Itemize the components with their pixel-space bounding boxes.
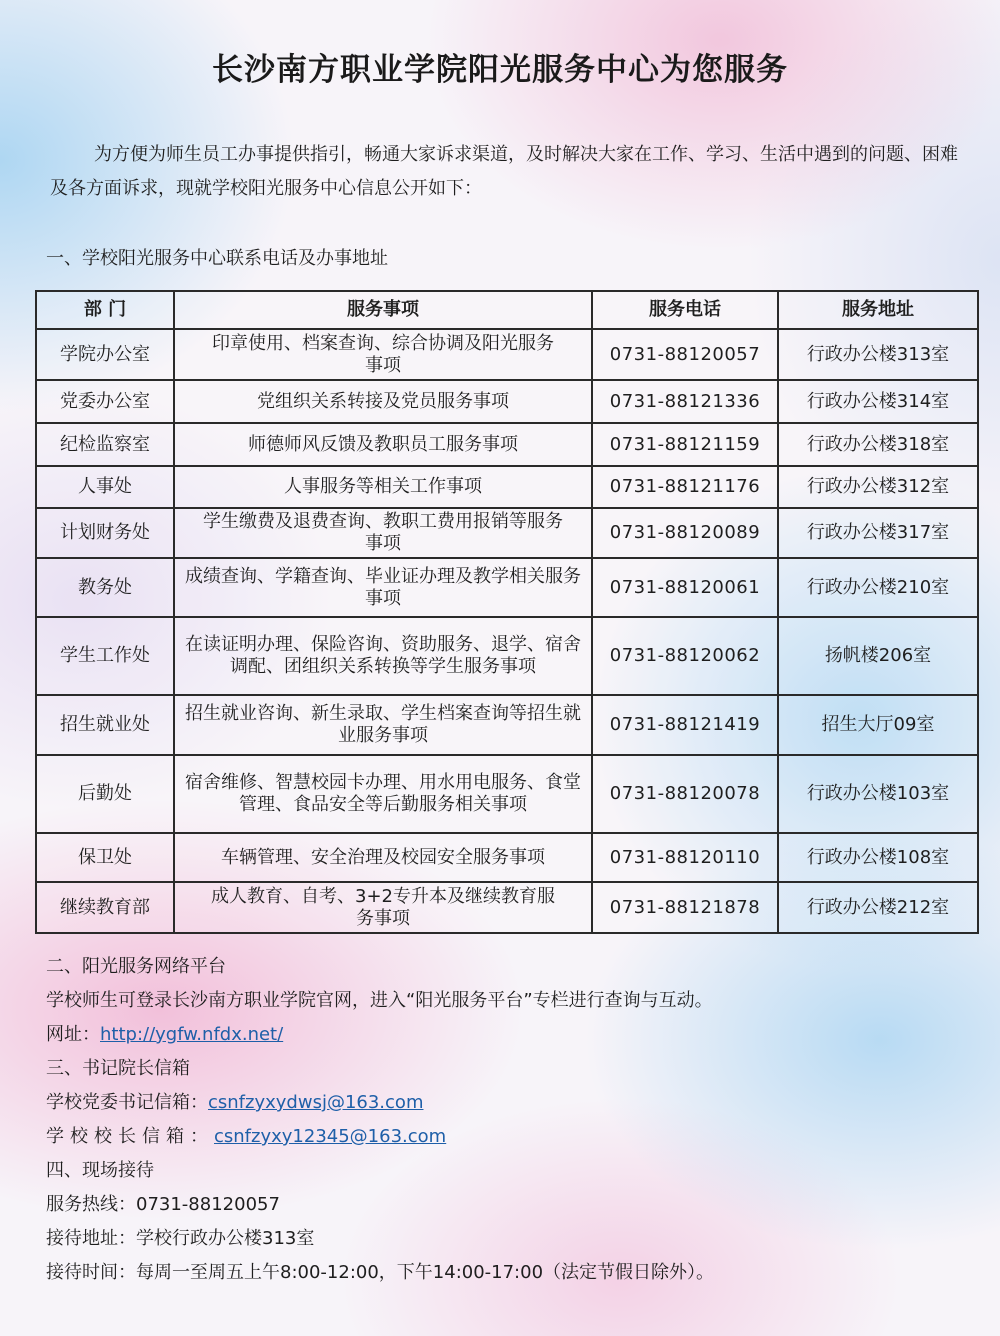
address-cell: 招生大厅09室 (778, 695, 978, 755)
address-cell: 行政办公楼210室 (778, 558, 978, 617)
address-cell: 行政办公楼314室 (778, 380, 978, 423)
table-row (36, 380, 978, 423)
address-cell: 行政办公楼318室 (778, 423, 978, 466)
president-mailbox-label: 学校校长信箱： (46, 1126, 214, 1147)
intro-paragraph: 为方便为师生员工办事提供指引，畅通大家诉求渠道，及时解决大家在工作、学习、生活中遇到的问题、困难及各方面诉求，现就学校阳光服务中心信息公开如下： (50, 144, 958, 199)
address-cell: 行政办公楼108室 (778, 833, 978, 882)
table-row (36, 423, 978, 466)
address-cell: 行政办公楼103室 (778, 755, 978, 833)
items-cell: 党组织关系转接及党员服务事项 (174, 380, 592, 423)
president-mailbox-line (46, 1120, 714, 1154)
dept-cell: 计划财务处 (36, 508, 174, 558)
secretary-email-link[interactable]: csnfzyxydwsj@163.com (208, 1092, 424, 1113)
contact-sections (46, 950, 714, 1290)
table-row (36, 329, 978, 380)
page-title: 长沙南方职业学院阳光服务中心为您服务 (212, 52, 788, 88)
section4-heading: 四、现场接待 (46, 1160, 154, 1181)
table-header-row (36, 291, 978, 329)
website-link[interactable]: http://ygfw.nfdx.net/ (100, 1024, 284, 1045)
items-cell: 成绩查询、学籍查询、毕业证办理及教学相关服务事项 (174, 558, 592, 617)
secretary-mailbox-label: 学校党委书记信箱： (46, 1092, 208, 1113)
secretary-mailbox-line (46, 1086, 714, 1120)
hotline-value: 0731-88120057 (136, 1194, 280, 1215)
website-line (46, 1018, 714, 1052)
section2-heading: 二、阳光服务网络平台 (46, 956, 226, 977)
hotline-line (46, 1188, 714, 1222)
table-row (36, 508, 978, 558)
address-cell: 行政办公楼317室 (778, 508, 978, 558)
reception-address-line (46, 1222, 714, 1256)
items-cell: 学生缴费及退费查询、教职工费用报销等服务事项 (174, 508, 592, 558)
reception-hours-value: 每周一至周五上午8:00-12:00，下午14:00-17:00（法定节假日除外）。 (136, 1262, 715, 1283)
table-row (36, 558, 978, 617)
section2-text: 学校师生可登录长沙南方职业学院官网，进入“阳光服务平台”专栏进行查询与互动。 (46, 990, 713, 1011)
items-cell: 人事服务等相关工作事项 (174, 466, 592, 508)
section3-heading: 三、书记院长信箱 (46, 1058, 190, 1079)
items-cell: 招生就业咨询、新生录取、学生档案查询等招生就业服务事项 (174, 695, 592, 755)
dept-cell: 保卫处 (36, 833, 174, 882)
reception-hours-label: 接待时间： (46, 1262, 136, 1283)
table-row (36, 755, 978, 833)
address-cell: 扬帆楼206室 (778, 617, 978, 695)
phone-cell: 0731-88120062 (592, 617, 778, 695)
dept-cell: 教务处 (36, 558, 174, 617)
phone-cell: 0731-88120061 (592, 558, 778, 617)
items-cell: 车辆管理、安全治理及校园安全服务事项 (174, 833, 592, 882)
header-address: 服务地址 (778, 291, 978, 329)
dept-cell: 学生工作处 (36, 617, 174, 695)
dept-cell: 招生就业处 (36, 695, 174, 755)
table-row (36, 882, 978, 933)
header-dept: 部 门 (36, 291, 174, 329)
table-row (36, 833, 978, 882)
phone-cell: 0731-88121878 (592, 882, 778, 933)
hotline-label: 服务热线： (46, 1194, 136, 1215)
phone-cell: 0731-88121419 (592, 695, 778, 755)
address-cell: 行政办公楼312室 (778, 466, 978, 508)
reception-address-label: 接待地址： (46, 1228, 136, 1249)
section1-heading: 一、学校阳光服务中心联系电话及办事地址 (46, 248, 388, 269)
items-cell: 在读证明办理、保险咨询、资助服务、退学、宿舍调配、团组织关系转换等学生服务事项 (174, 617, 592, 695)
reception-hours-line (46, 1256, 714, 1290)
items-cell: 宿舍维修、智慧校园卡办理、用水用电服务、食堂管理、食品安全等后勤服务相关事项 (174, 755, 592, 833)
items-cell: 印章使用、档案查询、综合协调及阳光服务事项 (174, 329, 592, 380)
phone-cell: 0731-88120078 (592, 755, 778, 833)
phone-cell: 0731-88120057 (592, 329, 778, 380)
reception-address-value: 学校行政办公楼313室 (136, 1228, 315, 1249)
dept-cell: 学院办公室 (36, 329, 174, 380)
address-cell: 行政办公楼212室 (778, 882, 978, 933)
dept-cell: 后勤处 (36, 755, 174, 833)
service-table (35, 290, 979, 934)
table-row (36, 695, 978, 755)
phone-cell: 0731-88121159 (592, 423, 778, 466)
phone-cell: 0731-88120110 (592, 833, 778, 882)
table-row (36, 466, 978, 508)
items-cell: 成人教育、自考、3+2专升本及继续教育服务事项 (174, 882, 592, 933)
table-row (36, 617, 978, 695)
header-items: 服务事项 (174, 291, 592, 329)
website-label: 网址： (46, 1024, 100, 1045)
president-email-link[interactable]: csnfzyxy12345@163.com (214, 1126, 447, 1147)
phone-cell: 0731-88121336 (592, 380, 778, 423)
header-phone: 服务电话 (592, 291, 778, 329)
phone-cell: 0731-88121176 (592, 466, 778, 508)
address-cell: 行政办公楼313室 (778, 329, 978, 380)
dept-cell: 继续教育部 (36, 882, 174, 933)
phone-cell: 0731-88120089 (592, 508, 778, 558)
items-cell: 师德师风反馈及教职员工服务事项 (174, 423, 592, 466)
dept-cell: 人事处 (36, 466, 174, 508)
dept-cell: 党委办公室 (36, 380, 174, 423)
dept-cell: 纪检监察室 (36, 423, 174, 466)
